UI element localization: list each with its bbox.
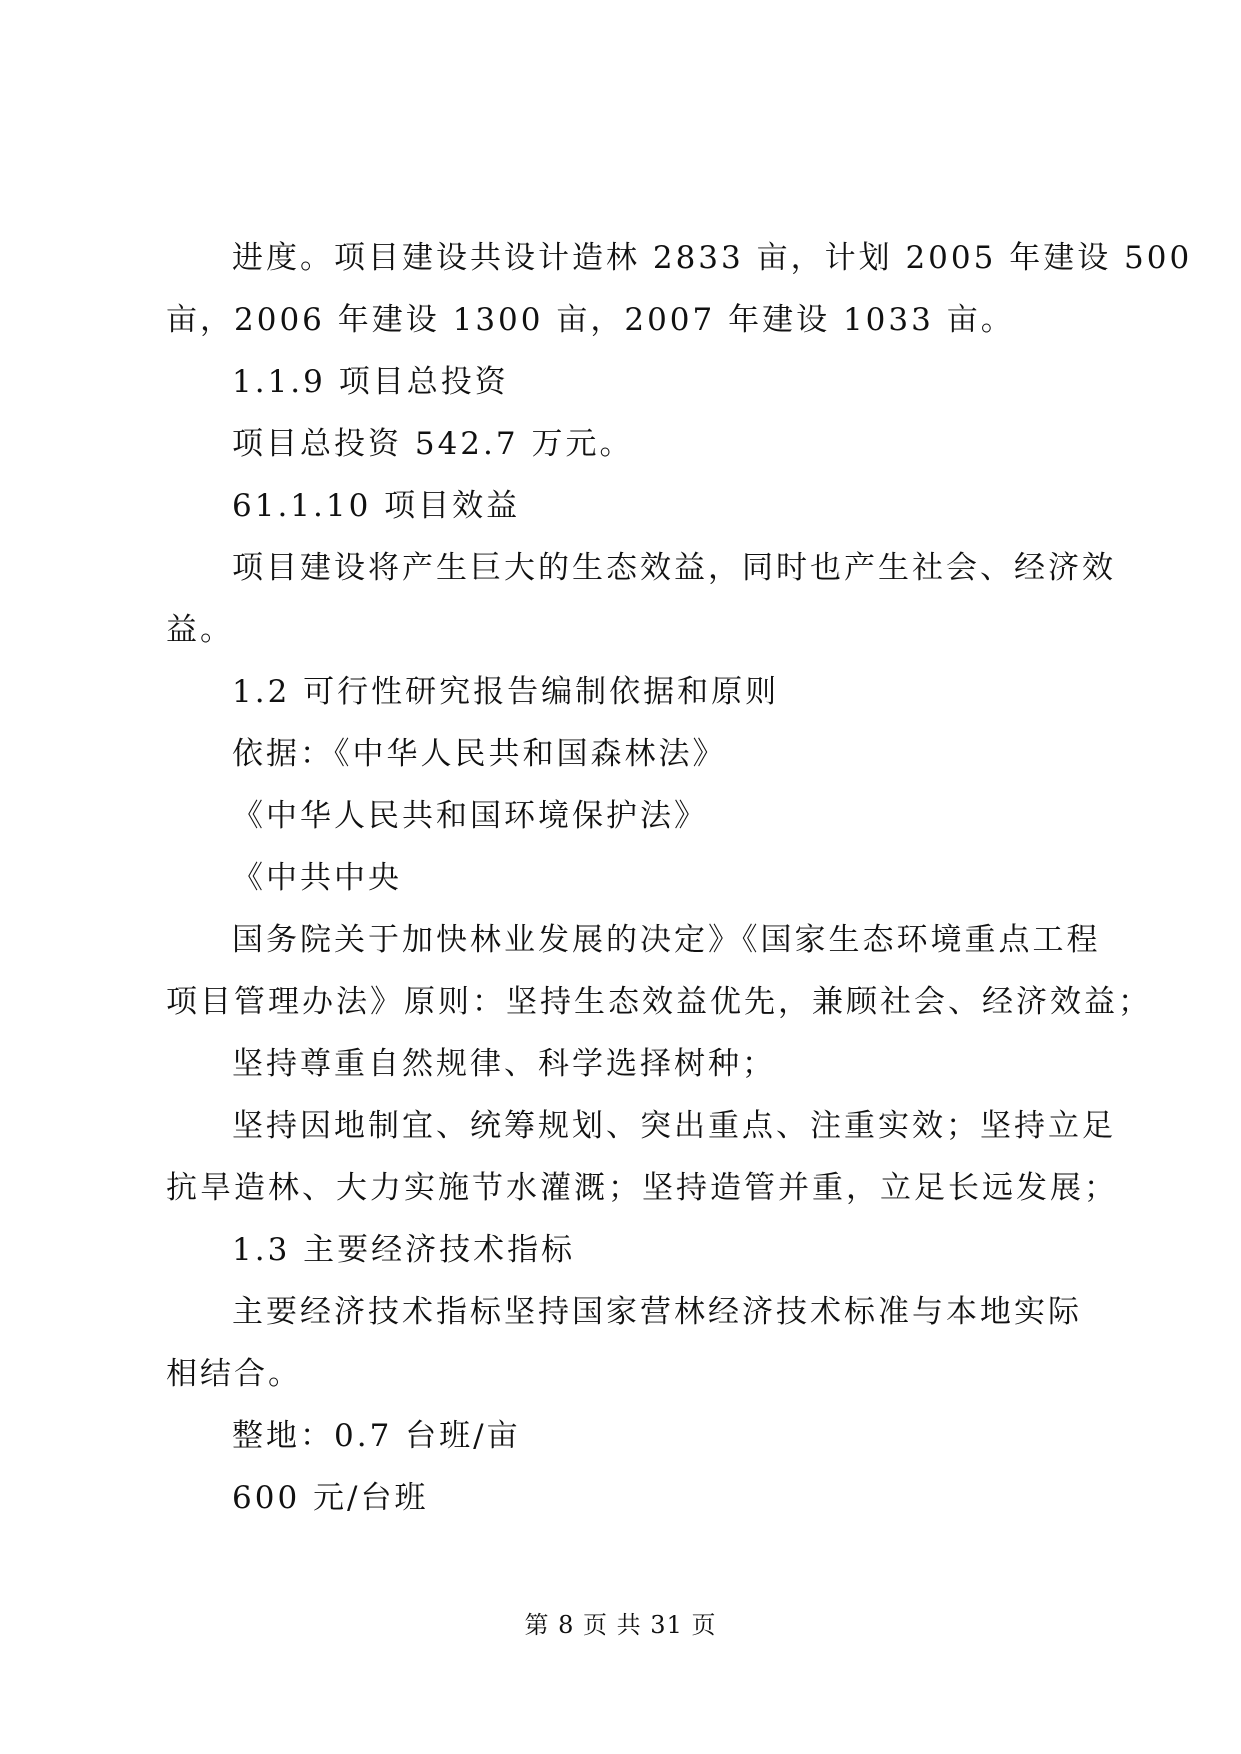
paragraph-line: 整地：0.7 台班/亩	[232, 1418, 521, 1454]
page-number-footer: 第 8 页 共 31 页	[524, 1611, 717, 1639]
section-heading: 61.1.10 项目效益	[232, 488, 521, 524]
paragraph-line: 益。	[166, 612, 234, 648]
paragraph-line: 抗旱造林、大力实施节水灌溉；坚持造管并重，立足长远发展；	[166, 1170, 1118, 1206]
document-body	[166, 227, 1193, 1529]
paragraph-line: 600 元/台班	[232, 1480, 429, 1516]
paragraph-line: 主要经济技术指标坚持国家营林经济技术标准与本地实际	[232, 1294, 1082, 1330]
paragraph-line: 坚持因地制宜、统筹规划、突出重点、注重实效；坚持立足	[232, 1108, 1116, 1144]
section-heading: 1.1.9 项目总投资	[232, 364, 509, 400]
paragraph-line: 《中共中央	[232, 860, 402, 896]
paragraph-line: 项目管理办法》原则：坚持生态效益优先，兼顾社会、经济效益；	[166, 984, 1152, 1020]
paragraph-line: 亩，2006 年建设 1300 亩，2007 年建设 1033 亩。	[166, 302, 1015, 338]
paragraph-line: 国务院关于加快林业发展的决定》《国家生态环境重点工程	[232, 922, 1101, 958]
section-heading: 1.2 可行性研究报告编制依据和原则	[232, 674, 780, 710]
paragraph-line: 项目总投资 542.7 万元。	[232, 426, 634, 462]
paragraph-line: 《中华人民共和国环境保护法》	[232, 798, 708, 834]
paragraph-line: 项目建设将产生巨大的生态效益，同时也产生社会、经济效	[232, 550, 1116, 586]
paragraph-line: 坚持尊重自然规律、科学选择树种；	[232, 1046, 776, 1082]
paragraph-line: 依据：《中华人民共和国森林法》	[232, 736, 727, 772]
paragraph-line: 相结合。	[166, 1356, 302, 1392]
paragraph-line: 进度。项目建设共设计造林 2833 亩，计划 2005 年建设 500	[232, 240, 1193, 276]
section-heading: 1.3 主要经济技术指标	[232, 1232, 576, 1268]
